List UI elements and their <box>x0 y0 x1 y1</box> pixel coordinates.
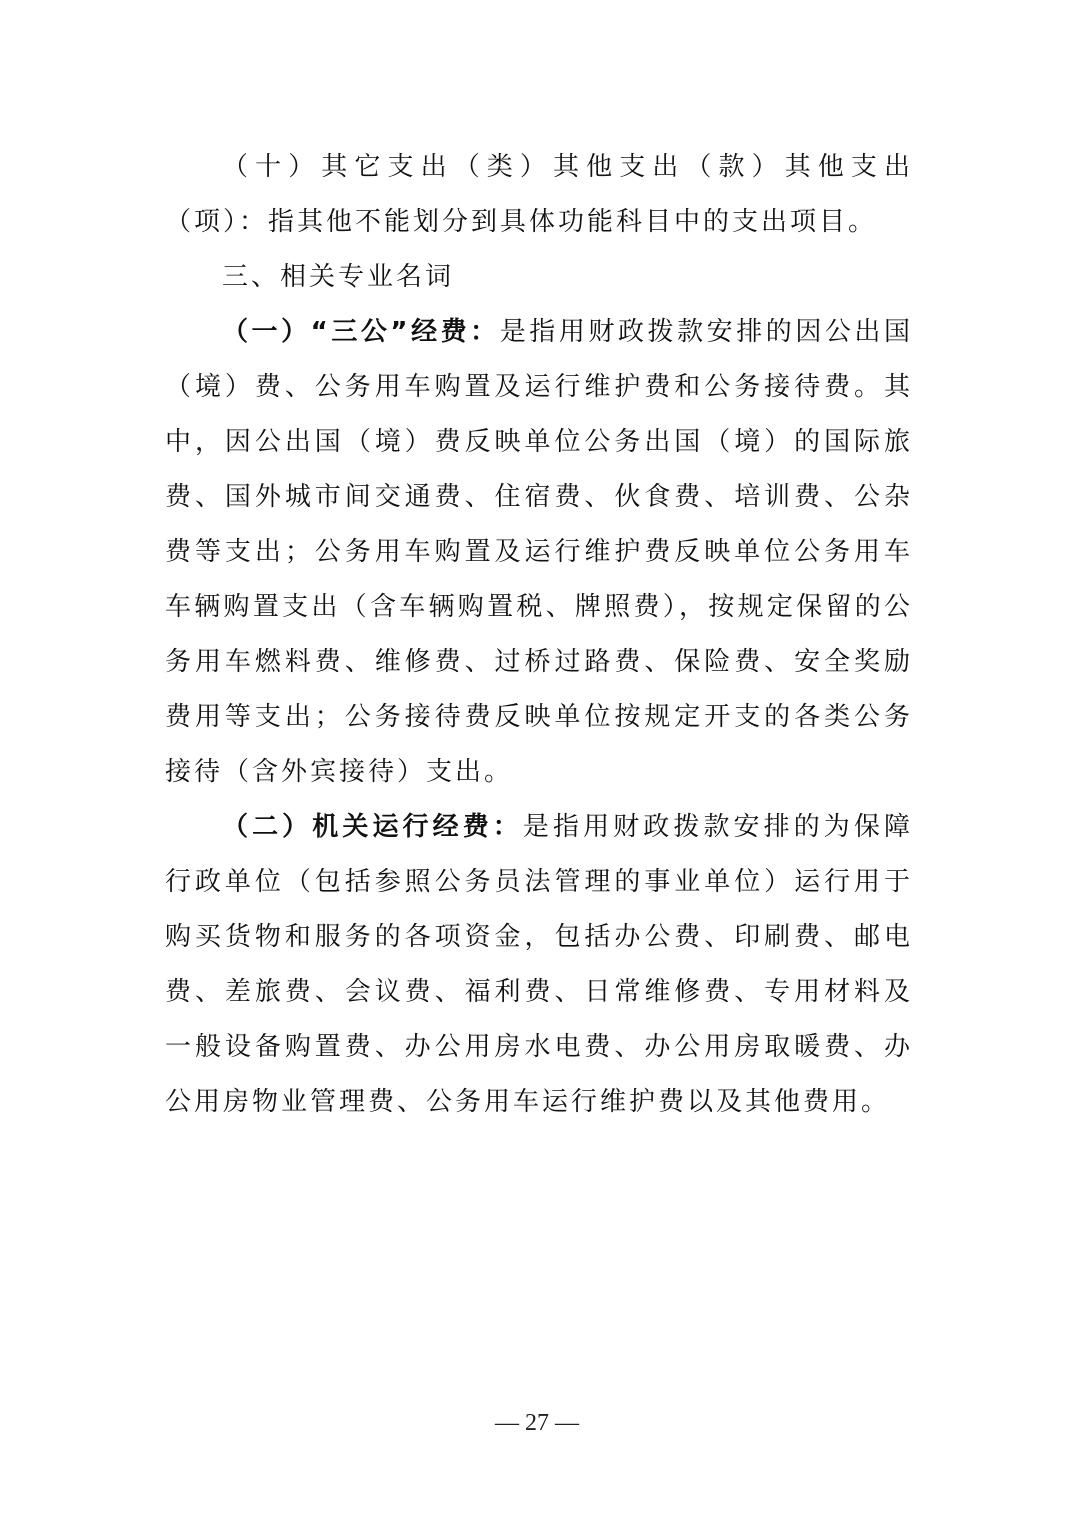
definition-term: （二）机关运行经费： <box>222 812 523 842</box>
section-heading: 三、相关专业名词 <box>222 262 455 292</box>
definition-term: （一）“三公”经费： <box>222 317 500 347</box>
definition-body: 是指用财政拨款安排的为保障行政单位（包括参照公务员法管理的事业单位）运行用于购买货物和服务的各项资金，包括办公费、印刷费、邮电费、差旅费、会议费、福利费、日常维修费、专用材料及一般设备购置费、办公用房水电费、办公用房取暖费、办公用房物业管理费、公务用车运行维护费以及其他费用。 <box>165 812 913 1117</box>
definition-agency-operating-funds <box>165 800 913 1130</box>
document-body <box>165 140 913 1130</box>
paragraph-other-expenditure: （十）其它支出（类）其他支出（款）其他支出（项）：指其他不能划分到具体功能科目中的支出项目。 <box>165 152 913 237</box>
page-number: — 27 — <box>495 1410 579 1436</box>
definition-body: 是指用财政拨款安排的因公出国（境）费、公务用车购置及运行维护费和公务接待费。其中，因公出国（境）费反映单位公务出国（境）的国际旅费、国外城市间交通费、住宿费、伙食费、培训费、公杂费等支出；公务用车购置及运行维护费反映单位公务用车车辆购置支出（含车辆购置税、牌照费），按规定保留的公务用车燃料费、维修费、过桥过路费、保险费、安全奖励费用等支出；公务接待费反映单位按规定开支的各类公务接待（含外宾接待）支出。 <box>165 317 913 787</box>
definition-three-public-funds <box>165 305 913 800</box>
